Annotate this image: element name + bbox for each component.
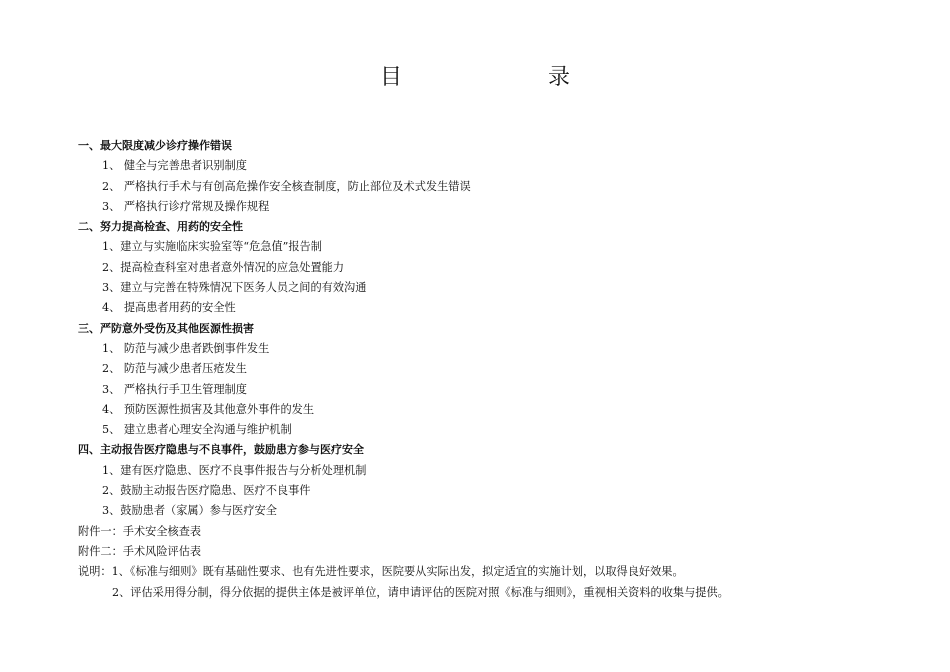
section-heading-3: 三、严防意外受伤及其他医源性损害	[78, 321, 254, 335]
toc-item-3-3: 3、 严格执行手卫生管理制度	[102, 382, 247, 396]
page-title: 目 录	[379, 65, 604, 90]
toc-item-3-1: 1、 防范与减少患者跌倒事件发生	[102, 341, 270, 355]
toc-item-3-2: 2、 防范与减少患者压疮发生	[102, 362, 247, 376]
section-heading-4: 四、主动报告医疗隐患与不良事件，鼓励患方参与医疗安全	[78, 443, 364, 457]
toc-item-3-5: 5、 建立患者心理安全沟通与维护机制	[102, 423, 292, 437]
toc-item-2-3: 3、建立与完善在特殊情况下医务人员之间的有效沟通	[102, 281, 367, 295]
toc-item-4-3: 3、鼓励患者（家属）参与医疗安全	[102, 504, 277, 518]
attachment-2: 附件二：手术风险评估表	[78, 544, 202, 558]
toc-item-4-2: 2、鼓励主动报告医疗隐患、医疗不良事件	[102, 484, 311, 498]
attachment-1: 附件一：手术安全核查表	[78, 524, 202, 538]
toc-item-2-4: 4、 提高患者用药的安全性	[102, 301, 236, 315]
toc-item-2-1: 1、建立与实施临床实验室等“危急值”报告制	[102, 240, 322, 254]
section-heading-1: 一、最大限度减少诊疗操作错误	[78, 139, 232, 152]
toc-item-1-3: 3、 严格执行诊疗常规及操作规程	[102, 199, 270, 213]
toc-item-4-1: 1、建有医疗隐患、医疗不良事件报告与分析处理机制	[102, 463, 367, 477]
toc-item-1-2: 2、 严格执行手术与有创高危操作安全核查制度，防止部位及术式发生错误	[102, 179, 471, 193]
section-heading-2: 二、努力提高检查、用药的安全性	[78, 220, 243, 234]
toc-item-2-2: 2、提高检查科室对患者意外情况的应急处置能力	[102, 260, 345, 274]
toc-item-3-4: 4、 预防医源性损害及其他意外事件的发生	[102, 402, 315, 416]
note-2: 2、评估采用得分制，得分依据的提供主体是被评单位，请申请评估的医院对照《标准与细则》，重视相关资料的收集与提供。	[112, 585, 729, 599]
toc-item-1-1: 1、 健全与完善患者识别制度	[102, 159, 247, 173]
note-1: 说明：1、《标准与细则》既有基础性要求、也有先进性要求，医院要从实际出发，拟定适宜的实施计划，以取得良好效果。	[78, 565, 684, 579]
table-of-contents	[78, 136, 918, 603]
